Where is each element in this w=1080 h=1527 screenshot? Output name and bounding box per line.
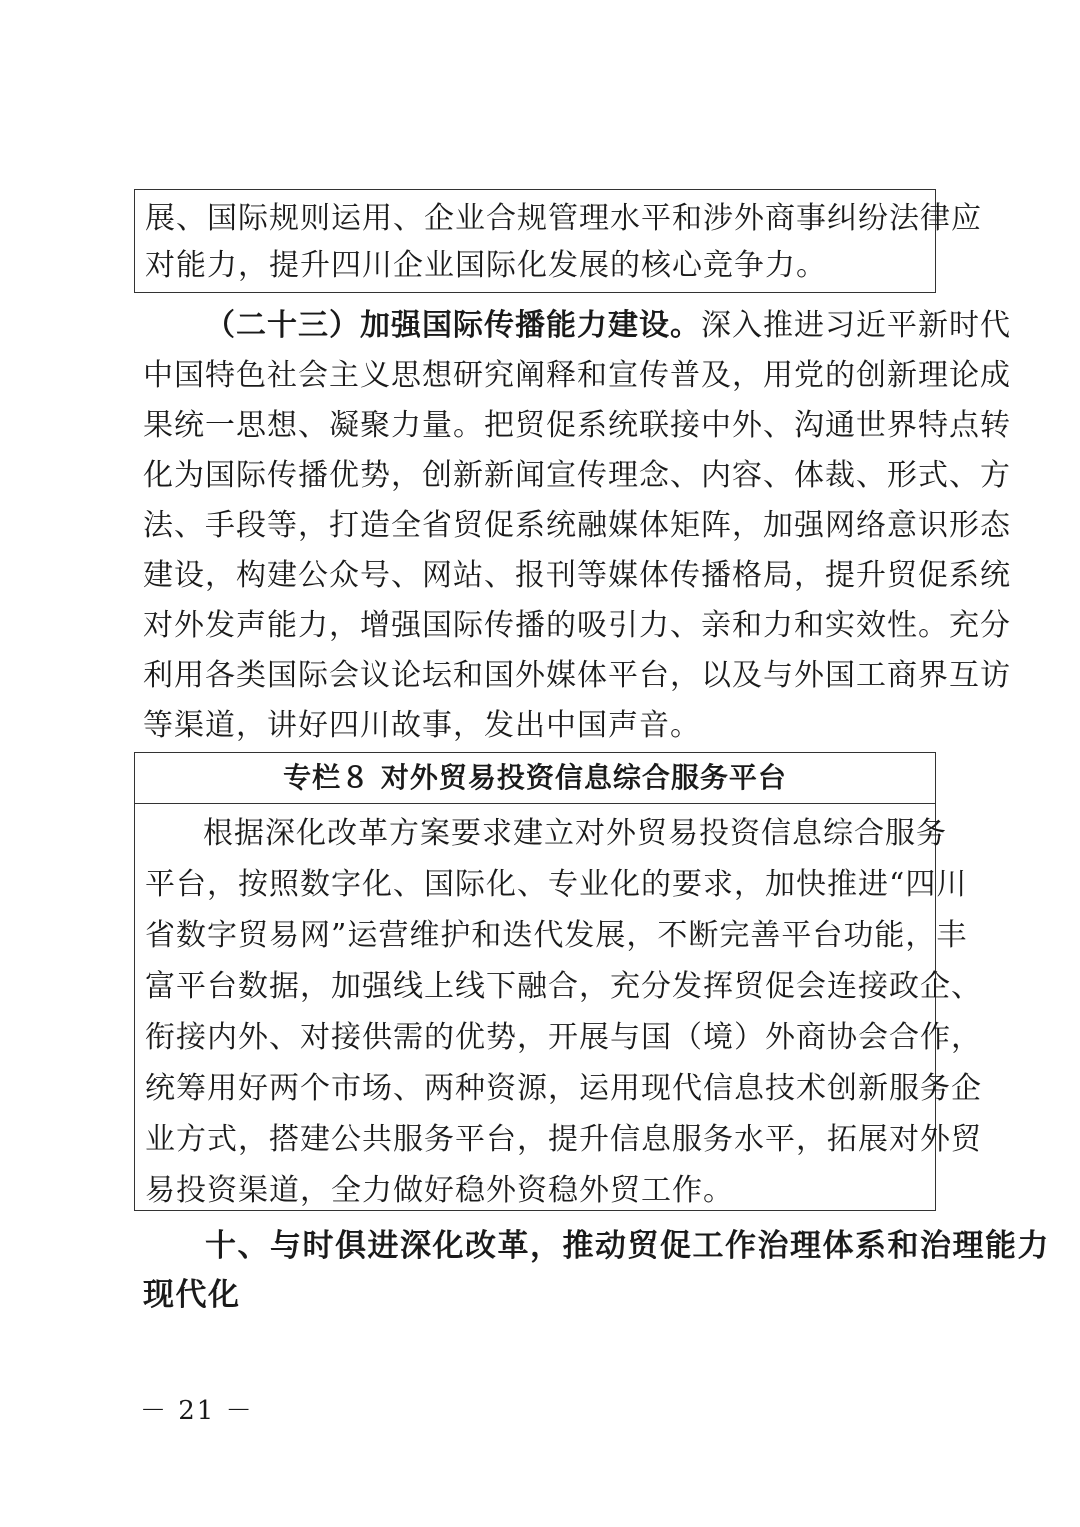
- column-8-box: [134, 752, 982, 1211]
- section-10-heading-line-2: 现代化: [143, 1277, 241, 1313]
- column-8-title-row: [135, 753, 935, 804]
- section-23-first-line-text: 深入推进习近平新时代: [701, 308, 1011, 343]
- section-23-heading: （二十三）加强国际传播能力建设。: [205, 308, 701, 343]
- column-8-line-5: 衔接内外、对接供需的优势，开展与国（境）外商协会合作，: [145, 1020, 982, 1055]
- top-box-line-1: 展、国际规则运用、企业合规管理水平和涉外商事纠纷法律应: [145, 201, 982, 236]
- section-23-line-5: 法、手段等，打造全省贸促系统融媒体矩阵，加强网络意识形态: [143, 508, 1011, 543]
- column-8-line-1: 根据深化改革方案要求建立对外贸易投资信息综合服务: [203, 816, 947, 851]
- section-23-line-9: 等渠道，讲好四川故事，发出中国声音。: [143, 708, 701, 743]
- section-10-heading-line-1: 十、与时俱进深化改革，推动贸促工作治理体系和治理能力: [205, 1228, 1050, 1264]
- section-23-line-8: 利用各类国际会议论坛和国外媒体平台，以及与外国工商界互访: [143, 658, 1011, 693]
- page-number: － 21 －: [140, 1396, 254, 1426]
- top-box-line-2: 对能力，提升四川企业国际化发展的核心竞争力。: [145, 248, 827, 283]
- section-23-line-2: 中国特色社会主义思想研究阐释和宣传普及，用党的创新理论成: [143, 358, 1011, 393]
- section-23-first-line: [205, 308, 1011, 344]
- section-23-line-3: 果统一思想、凝聚力量。把贸促系统联接中外、沟通世界特点转: [143, 408, 1011, 443]
- column-8-line-6: 统筹用好两个市场、两种资源，运用现代信息技术创新服务企: [145, 1071, 982, 1106]
- column-8-title: 专栏８ 对外贸易投资信息综合服务平台: [283, 761, 787, 794]
- column-8-line-7: 业方式，搭建公共服务平台，提升信息服务水平，拓展对外贸: [145, 1122, 982, 1157]
- section-23-line-4: 化为国际传播优势，创新新闻宣传理念、内容、体裁、形式、方: [143, 458, 1011, 493]
- top-box: [134, 189, 982, 293]
- column-8-line-4: 富平台数据，加强线上线下融合，充分发挥贸促会连接政企、: [145, 969, 982, 1004]
- column-8-line-8: 易投资渠道，全力做好稳外资稳外贸工作。: [145, 1173, 734, 1208]
- column-8-line-3: 省数字贸易网”运营维护和迭代发展，不断完善平台功能，丰: [145, 918, 968, 953]
- section-23-line-7: 对外发声能力，增强国际传播的吸引力、亲和力和实效性。充分: [143, 608, 1011, 643]
- section-23-line-6: 建设，构建公众号、网站、报刊等媒体传播格局，提升贸促系统: [143, 558, 1011, 593]
- column-8-line-2: 平台，按照数字化、国际化、专业化的要求，加快推进“四川: [145, 867, 968, 902]
